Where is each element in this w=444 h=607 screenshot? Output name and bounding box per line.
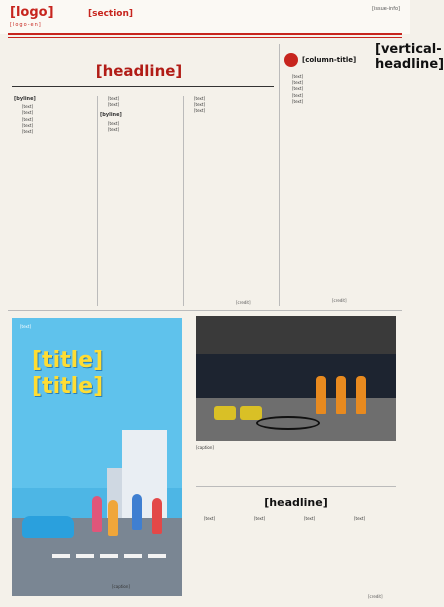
poster-figure — [152, 498, 162, 534]
photo-hose — [256, 416, 320, 430]
article1-headline: [headline] — [95, 62, 183, 80]
photo-worker — [316, 376, 326, 414]
headline-rule — [12, 86, 274, 87]
photo-caption: [caption] — [196, 445, 214, 450]
paragraph: [text] — [292, 74, 304, 79]
paragraph: [text] — [108, 96, 120, 101]
article1-col3 — [186, 96, 274, 301]
journalist-credit: [credit] — [332, 298, 347, 303]
masthead — [0, 0, 410, 34]
column-divider — [97, 96, 98, 306]
article-divider — [196, 486, 396, 487]
poster-caption: [caption] — [112, 584, 130, 589]
column-divider — [183, 96, 184, 306]
masthead-rule-thin — [8, 37, 402, 38]
article2-col3 — [296, 516, 343, 598]
photo-worker — [356, 376, 366, 414]
paragraph: [text] — [194, 102, 206, 108]
article2-col4 — [346, 516, 396, 592]
paragraph: [text] — [22, 116, 34, 122]
photo-equipment — [240, 406, 262, 420]
poster-title-line1: [title] — [32, 348, 104, 373]
article2-headline: [headline] — [264, 496, 328, 509]
article1-byline: [byline] — [14, 96, 36, 102]
poster-car — [22, 516, 74, 538]
sub-byline: [byline] — [100, 112, 122, 119]
article2-credit: [credit] — [368, 594, 383, 599]
zebra-stripe — [100, 554, 118, 558]
poster-figure — [132, 494, 142, 530]
paragraph: [text] — [292, 98, 304, 104]
article2-col2 — [246, 516, 293, 598]
photo-worker — [336, 376, 346, 414]
paragraph: [text] — [22, 104, 34, 110]
zebra-stripe — [52, 554, 70, 558]
paragraph: [text] — [194, 96, 206, 101]
paragraph: [text] — [108, 120, 120, 126]
article1-col2 — [100, 96, 180, 306]
journalist-column-body — [284, 74, 370, 304]
article2-col1 — [196, 516, 243, 598]
paragraph: [text] — [292, 80, 304, 86]
paragraph: [text] — [108, 126, 120, 132]
paragraph: [text] — [354, 516, 366, 521]
section-title: [section] — [88, 9, 133, 19]
zebra-stripe — [148, 554, 166, 558]
zebra-stripe — [124, 554, 142, 558]
article1-credit: [credit] — [236, 300, 251, 305]
paragraph: [text] — [22, 129, 34, 135]
photo-equipment — [214, 406, 236, 420]
masthead-rule — [8, 33, 402, 35]
journalist-column-title: [column-title] — [302, 56, 357, 64]
poster-title-line2: [title] — [32, 374, 104, 399]
newspaper-logo-en: [logo-en] — [10, 22, 42, 28]
paragraph: [text] — [108, 102, 120, 108]
paragraph: [text] — [304, 516, 316, 521]
paragraph: [text] — [292, 86, 304, 92]
newspaper-logo: [logo] — [10, 5, 54, 20]
zebra-stripe — [76, 554, 94, 558]
issue-info: [issue-info] — [372, 6, 400, 12]
paragraph: [text] — [194, 108, 206, 114]
vertical-headline: [vertical-headline] — [375, 42, 444, 72]
section-divider — [8, 310, 402, 311]
poster-figure — [108, 500, 118, 536]
paragraph: [text] — [22, 110, 34, 116]
paragraph: [text] — [22, 122, 34, 128]
paragraph: [text] — [204, 516, 216, 521]
paragraph: [text] — [254, 516, 266, 521]
poster-top-text: [text] — [20, 324, 32, 329]
traffic-poster — [12, 318, 182, 596]
paragraph: [text] — [292, 92, 304, 98]
news-photo — [196, 316, 396, 441]
journalist-icon — [284, 53, 298, 67]
column-divider — [279, 44, 280, 306]
article1-col1 — [14, 96, 94, 306]
poster-figure — [92, 496, 102, 532]
